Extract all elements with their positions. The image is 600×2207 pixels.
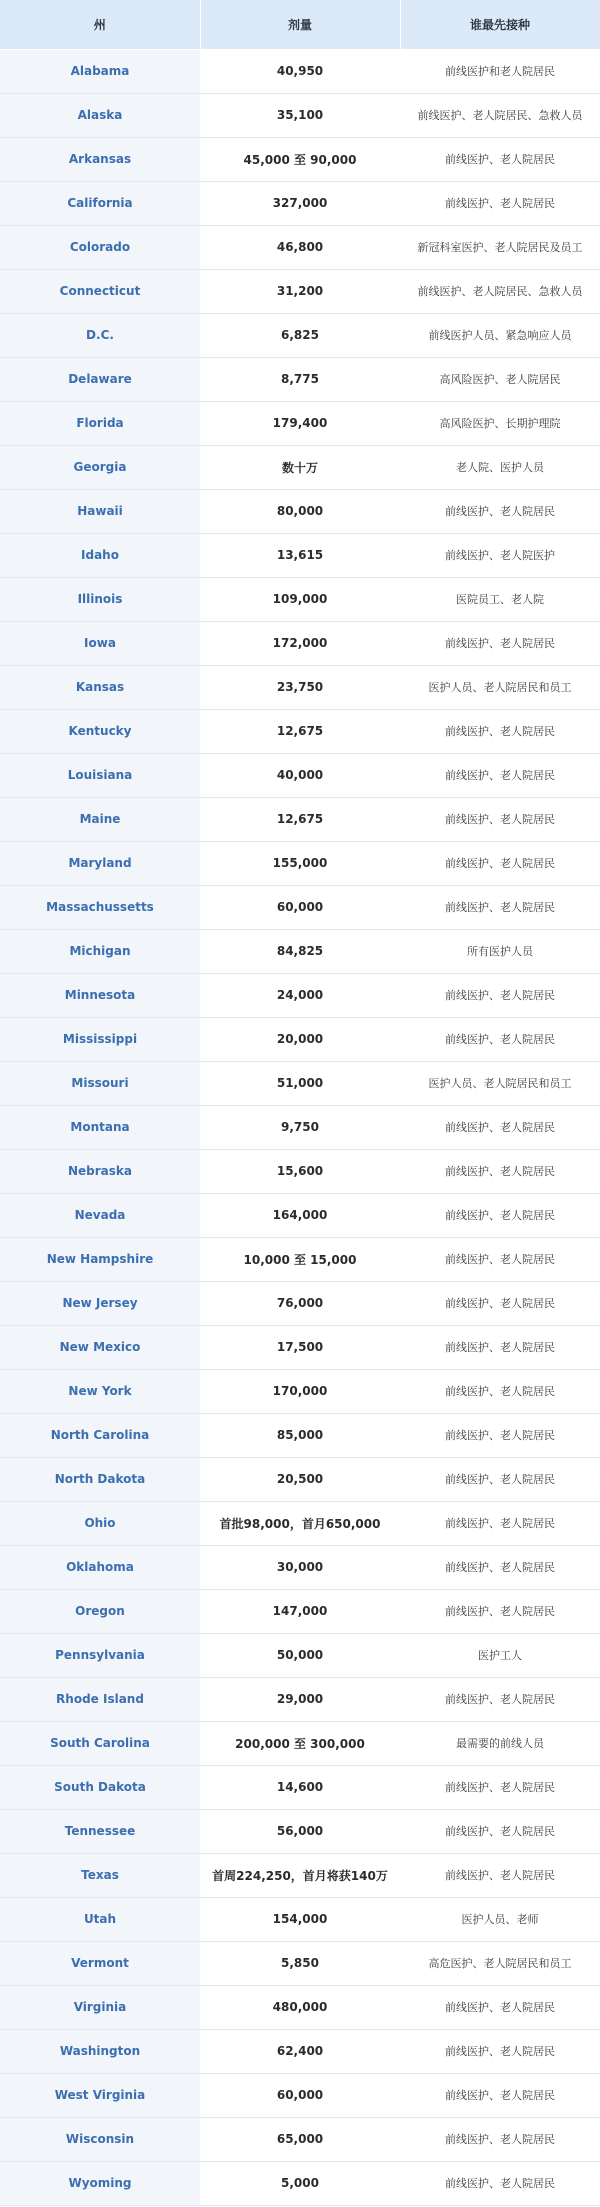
table-row	[0, 1633, 600, 1677]
quantity-cell: 6,825	[200, 313, 400, 357]
quantity-cell: 179,400	[200, 401, 400, 445]
priority-cell: 前线医护、老人院居民	[400, 709, 600, 753]
quantity-cell: 23,750	[200, 665, 400, 709]
quantity-cell: 31,200	[200, 269, 400, 313]
priority-cell: 前线医护、老人院居民	[400, 1985, 600, 2029]
quantity-cell: 80,000	[200, 489, 400, 533]
quantity-cell: 24,000	[200, 973, 400, 1017]
priority-cell: 最需要的前线人员	[400, 1721, 600, 1765]
state-cell: Colorado	[0, 225, 200, 269]
priority-cell: 前线医护、老人院居民	[400, 885, 600, 929]
state-cell: D.C.	[0, 313, 200, 357]
state-cell: New Mexico	[0, 1325, 200, 1369]
state-cell: Iowa	[0, 621, 200, 665]
state-cell: Nebraska	[0, 1149, 200, 1193]
priority-cell: 前线医护、老人院居民	[400, 1501, 600, 1545]
quantity-cell: 17,500	[200, 1325, 400, 1369]
table-row	[0, 2029, 600, 2073]
priority-cell: 新冠科室医护、老人院居民及员工	[400, 225, 600, 269]
priority-cell: 前线医护、老人院居民	[400, 1677, 600, 1721]
quantity-cell: 147,000	[200, 1589, 400, 1633]
priority-cell: 前线医护、老人院居民	[400, 2029, 600, 2073]
priority-cell: 前线医护和老人院居民	[400, 49, 600, 93]
state-cell: Nevada	[0, 1193, 200, 1237]
state-cell: Virginia	[0, 1985, 200, 2029]
quantity-cell: 30,000	[200, 1545, 400, 1589]
state-cell: Pennsylvania	[0, 1633, 200, 1677]
table-row	[0, 1589, 600, 1633]
quantity-cell: 40,950	[200, 49, 400, 93]
table-row	[0, 1853, 600, 1897]
quantity-cell: 5,000	[200, 2161, 400, 2205]
quantity-cell: 45,000 至 90,000	[200, 137, 400, 181]
table-row	[0, 49, 600, 93]
table-row	[0, 269, 600, 313]
table-row	[0, 1941, 600, 1985]
state-cell: Michigan	[0, 929, 200, 973]
table-row	[0, 445, 600, 489]
quantity-cell: 85,000	[200, 1413, 400, 1457]
table-row	[0, 709, 600, 753]
priority-cell: 前线医护、老人院居民	[400, 1237, 600, 1281]
priority-cell: 前线医护、老人院居民	[400, 753, 600, 797]
table-row	[0, 357, 600, 401]
quantity-cell: 60,000	[200, 2073, 400, 2117]
table-row	[0, 1193, 600, 1237]
table-row	[0, 665, 600, 709]
state-cell: Minnesota	[0, 973, 200, 1017]
state-cell: Washington	[0, 2029, 200, 2073]
priority-cell: 前线医护、老人院居民	[400, 797, 600, 841]
table-row	[0, 1765, 600, 1809]
quantity-cell: 40,000	[200, 753, 400, 797]
priority-cell: 前线医护、老人院居民	[400, 1413, 600, 1457]
table-row	[0, 1061, 600, 1105]
table-row	[0, 1501, 600, 1545]
priority-cell: 前线医护、老人院医护	[400, 533, 600, 577]
priority-cell: 前线医护、老人院居民	[400, 181, 600, 225]
state-cell: Florida	[0, 401, 200, 445]
state-cell: South Dakota	[0, 1765, 200, 1809]
quantity-cell: 20,500	[200, 1457, 400, 1501]
priority-cell: 前线医护、老人院居民	[400, 1369, 600, 1413]
priority-cell: 前线医护、老人院居民	[400, 621, 600, 665]
priority-cell: 前线医护、老人院居民	[400, 1853, 600, 1897]
header-state: 州	[0, 0, 200, 49]
quantity-cell: 172,000	[200, 621, 400, 665]
table-row	[0, 1413, 600, 1457]
state-cell: Connecticut	[0, 269, 200, 313]
state-cell: Illinois	[0, 577, 200, 621]
quantity-cell: 13,615	[200, 533, 400, 577]
state-cell: Wyoming	[0, 2161, 200, 2205]
state-cell: Alaska	[0, 93, 200, 137]
table-row	[0, 1677, 600, 1721]
quantity-cell: 84,825	[200, 929, 400, 973]
table-row	[0, 1325, 600, 1369]
state-cell: Rhode Island	[0, 1677, 200, 1721]
quantity-cell: 170,000	[200, 1369, 400, 1413]
priority-cell: 前线医护、老人院居民	[400, 2161, 600, 2205]
quantity-cell: 首周224,250，首月将获140万	[200, 1853, 400, 1897]
table-row	[0, 973, 600, 1017]
table-row	[0, 93, 600, 137]
quantity-cell: 51,000	[200, 1061, 400, 1105]
priority-cell: 所有医护人员	[400, 929, 600, 973]
state-cell: Kansas	[0, 665, 200, 709]
priority-cell: 前线医护、老人院居民	[400, 137, 600, 181]
table-row	[0, 137, 600, 181]
priority-cell: 高危医护、老人院居民和员工	[400, 1941, 600, 1985]
priority-cell: 医护工人	[400, 1633, 600, 1677]
state-cell: North Dakota	[0, 1457, 200, 1501]
quantity-cell: 60,000	[200, 885, 400, 929]
table-header	[0, 0, 600, 49]
table-row	[0, 1809, 600, 1853]
table-row	[0, 313, 600, 357]
header-quantity: 剂量	[200, 0, 400, 49]
state-cell: Kentucky	[0, 709, 200, 753]
state-cell: California	[0, 181, 200, 225]
state-cell: Ohio	[0, 1501, 200, 1545]
quantity-cell: 20,000	[200, 1017, 400, 1061]
table-row	[0, 401, 600, 445]
table-row	[0, 1721, 600, 1765]
table-row	[0, 841, 600, 885]
state-cell: Montana	[0, 1105, 200, 1149]
quantity-cell: 154,000	[200, 1897, 400, 1941]
priority-cell: 医院员工、老人院	[400, 577, 600, 621]
table-row	[0, 2073, 600, 2117]
table-row	[0, 2117, 600, 2161]
state-cell: Missouri	[0, 1061, 200, 1105]
priority-cell: 前线医护、老人院居民	[400, 1281, 600, 1325]
state-cell: Louisiana	[0, 753, 200, 797]
state-cell: Alabama	[0, 49, 200, 93]
quantity-cell: 56,000	[200, 1809, 400, 1853]
priority-cell: 前线医护、老人院居民	[400, 1765, 600, 1809]
state-cell: Tennessee	[0, 1809, 200, 1853]
state-cell: Massachussetts	[0, 885, 200, 929]
table-row	[0, 1457, 600, 1501]
state-cell: Georgia	[0, 445, 200, 489]
quantity-cell: 65,000	[200, 2117, 400, 2161]
state-cell: New Jersey	[0, 1281, 200, 1325]
quantity-cell: 50,000	[200, 1633, 400, 1677]
quantity-cell: 76,000	[200, 1281, 400, 1325]
priority-cell: 前线医护、老人院居民	[400, 841, 600, 885]
table-row	[0, 1017, 600, 1061]
priority-cell: 医护人员、老人院居民和员工	[400, 665, 600, 709]
table-row	[0, 577, 600, 621]
priority-cell: 前线医护、老人院居民	[400, 1017, 600, 1061]
table-row	[0, 621, 600, 665]
state-cell: Texas	[0, 1853, 200, 1897]
table-row	[0, 797, 600, 841]
table-row	[0, 489, 600, 533]
quantity-cell: 35,100	[200, 93, 400, 137]
priority-cell: 前线医护、老人院居民、急救人员	[400, 93, 600, 137]
table-row	[0, 2161, 600, 2205]
state-cell: New York	[0, 1369, 200, 1413]
state-cell: Oklahoma	[0, 1545, 200, 1589]
priority-cell: 老人院、医护人员	[400, 445, 600, 489]
quantity-cell: 155,000	[200, 841, 400, 885]
quantity-cell: 9,750	[200, 1105, 400, 1149]
state-cell: South Carolina	[0, 1721, 200, 1765]
priority-cell: 前线医护人员、紧急响应人员	[400, 313, 600, 357]
quantity-cell: 首批98,000，首月650,000	[200, 1501, 400, 1545]
priority-cell: 前线医护、老人院居民	[400, 1105, 600, 1149]
priority-cell: 前线医护、老人院居民	[400, 1149, 600, 1193]
state-cell: Vermont	[0, 1941, 200, 1985]
priority-cell: 高风险医护、长期护理院	[400, 401, 600, 445]
priority-cell: 前线医护、老人院居民	[400, 1545, 600, 1589]
priority-cell: 医护人员、老师	[400, 1897, 600, 1941]
quantity-cell: 15,600	[200, 1149, 400, 1193]
priority-cell: 前线医护、老人院居民	[400, 1193, 600, 1237]
table-row	[0, 181, 600, 225]
table-row	[0, 1237, 600, 1281]
quantity-cell: 数十万	[200, 445, 400, 489]
state-cell: Delaware	[0, 357, 200, 401]
quantity-cell: 12,675	[200, 709, 400, 753]
quantity-cell: 29,000	[200, 1677, 400, 1721]
state-cell: Idaho	[0, 533, 200, 577]
table-row	[0, 1281, 600, 1325]
priority-cell: 高风险医护、老人院居民	[400, 357, 600, 401]
priority-cell: 前线医护、老人院居民	[400, 973, 600, 1017]
priority-cell: 前线医护、老人院居民	[400, 1589, 600, 1633]
table-row	[0, 1149, 600, 1193]
priority-cell: 前线医护、老人院居民	[400, 1457, 600, 1501]
state-cell: Maryland	[0, 841, 200, 885]
state-cell: Wisconsin	[0, 2117, 200, 2161]
priority-cell: 前线医护、老人院居民	[400, 1809, 600, 1853]
table-row	[0, 1897, 600, 1941]
table-row	[0, 1105, 600, 1149]
quantity-cell: 12,675	[200, 797, 400, 841]
quantity-cell: 480,000	[200, 1985, 400, 2029]
table-row	[0, 533, 600, 577]
quantity-cell: 200,000 至 300,000	[200, 1721, 400, 1765]
quantity-cell: 109,000	[200, 577, 400, 621]
state-cell: Utah	[0, 1897, 200, 1941]
priority-cell: 前线医护、老人院居民	[400, 489, 600, 533]
priority-cell: 前线医护、老人院居民	[400, 1325, 600, 1369]
table-row	[0, 929, 600, 973]
table-row	[0, 225, 600, 269]
state-cell: Maine	[0, 797, 200, 841]
priority-cell: 前线医护、老人院居民	[400, 2073, 600, 2117]
state-cell: West Virginia	[0, 2073, 200, 2117]
quantity-cell: 14,600	[200, 1765, 400, 1809]
state-cell: North Carolina	[0, 1413, 200, 1457]
priority-cell: 前线医护、老人院居民、急救人员	[400, 269, 600, 313]
quantity-cell: 327,000	[200, 181, 400, 225]
state-cell: Arkansas	[0, 137, 200, 181]
quantity-cell: 8,775	[200, 357, 400, 401]
state-cell: Oregon	[0, 1589, 200, 1633]
table-row	[0, 753, 600, 797]
quantity-cell: 5,850	[200, 1941, 400, 1985]
header-row	[0, 0, 600, 49]
table-row	[0, 1369, 600, 1413]
header-priority: 谁最先接种	[400, 0, 600, 49]
table-row	[0, 1545, 600, 1589]
priority-cell: 前线医护、老人院居民	[400, 2117, 600, 2161]
quantity-cell: 46,800	[200, 225, 400, 269]
priority-cell: 医护人员、老人院居民和员工	[400, 1061, 600, 1105]
quantity-cell: 10,000 至 15,000	[200, 1237, 400, 1281]
table-row	[0, 885, 600, 929]
quantity-cell: 62,400	[200, 2029, 400, 2073]
state-cell: New Hampshire	[0, 1237, 200, 1281]
table-body	[0, 49, 600, 2205]
state-cell: Mississippi	[0, 1017, 200, 1061]
quantity-cell: 164,000	[200, 1193, 400, 1237]
table-row	[0, 1985, 600, 2029]
state-cell: Hawaii	[0, 489, 200, 533]
